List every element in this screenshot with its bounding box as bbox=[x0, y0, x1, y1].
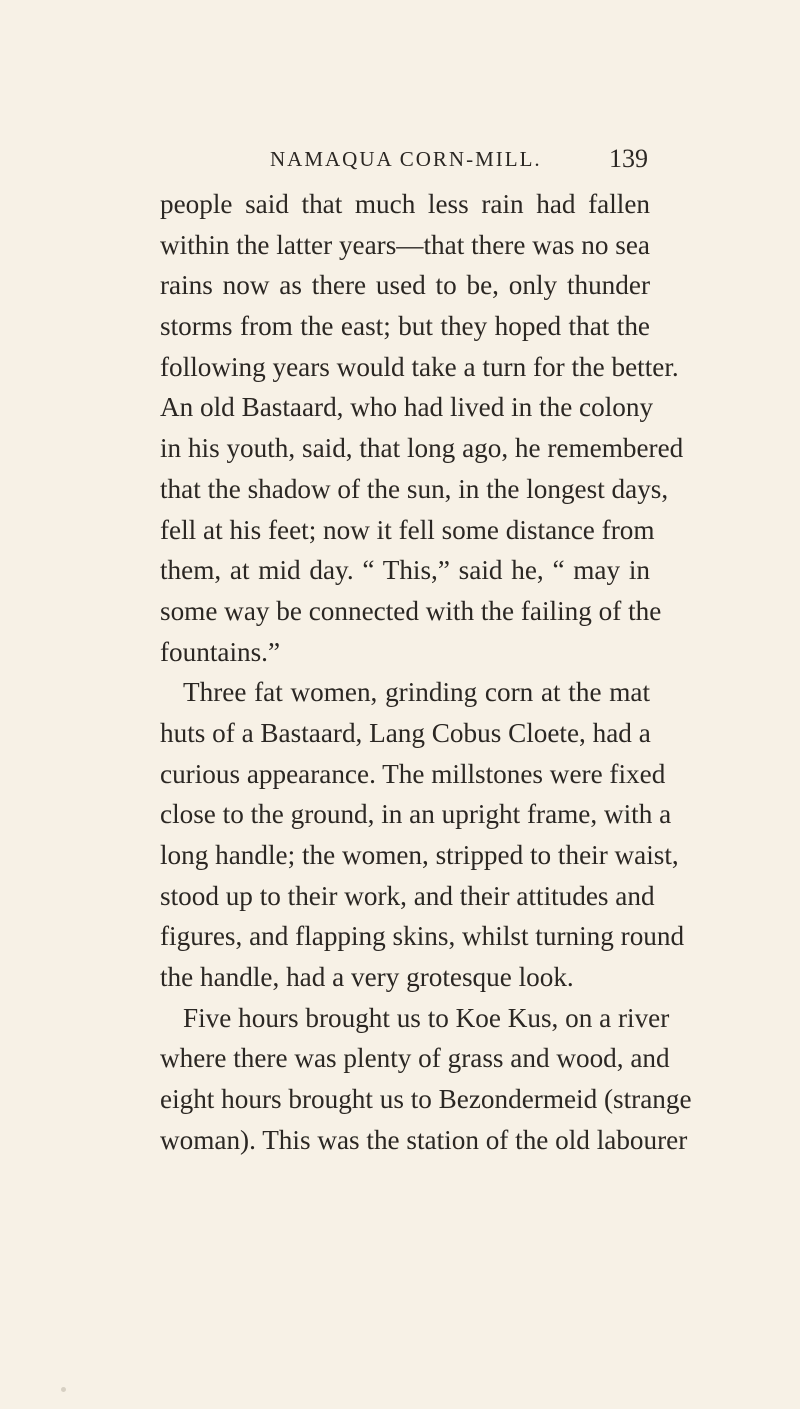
text-line: fountains.” bbox=[160, 636, 281, 667]
text-line: close to the ground, in an upright frame, with a bbox=[160, 799, 672, 830]
body-text bbox=[160, 184, 692, 1161]
running-head bbox=[0, 144, 800, 177]
paragraph-start-line: Five hours brought us to Koe Kus, on a river bbox=[183, 1002, 670, 1033]
text-line: eight hours brought us to Bezondermeid (strange bbox=[160, 1084, 692, 1115]
text-line: within the latter years—that there was no sea bbox=[160, 229, 650, 260]
text-line: the handle, had a very grotesque look. bbox=[160, 962, 574, 993]
text-line: huts of a Bastaard, Lang Cobus Cloete, had a bbox=[160, 717, 651, 748]
text-line: following years would take a turn for the better. bbox=[160, 351, 679, 382]
text-line: figures, and flapping skins, whilst turning round bbox=[160, 921, 685, 952]
text-line: storms from the east; but they hoped that the bbox=[160, 311, 650, 342]
text-line: people said that much less rain had fallen bbox=[160, 189, 650, 219]
text-line: that the shadow of the sun, in the longest days, bbox=[160, 473, 669, 504]
text-line: stood up to their work, and their attitudes and bbox=[160, 880, 655, 911]
text-line: where there was plenty of grass and wood, and bbox=[160, 1043, 670, 1074]
paragraph-start-line: Three fat women, grinding corn at the mat bbox=[183, 677, 650, 708]
text-line: rains now as there used to be, only thunder bbox=[160, 270, 650, 301]
text-line: An old Bastaard, who had lived in the colony bbox=[160, 392, 654, 423]
running-head-title: NAMAQUA CORN-MILL. bbox=[270, 147, 542, 171]
text-line: fell at his feet; now it fell some distance from bbox=[160, 514, 655, 545]
text-line: some way be connected with the failing of the bbox=[160, 595, 662, 626]
text-line: them, at mid day. “ This,” said he, “ may in bbox=[160, 555, 650, 586]
paper-speck bbox=[61, 1387, 66, 1392]
text-line: in his youth, said, that long ago, he remembered bbox=[160, 433, 684, 464]
text-line: woman). This was the station of the old labourer bbox=[160, 1124, 688, 1155]
text-line: curious appearance. The millstones were fixed bbox=[160, 758, 666, 789]
text-line: long handle; the women, stripped to their waist, bbox=[160, 840, 679, 870]
page-number: 139 bbox=[609, 144, 648, 173]
